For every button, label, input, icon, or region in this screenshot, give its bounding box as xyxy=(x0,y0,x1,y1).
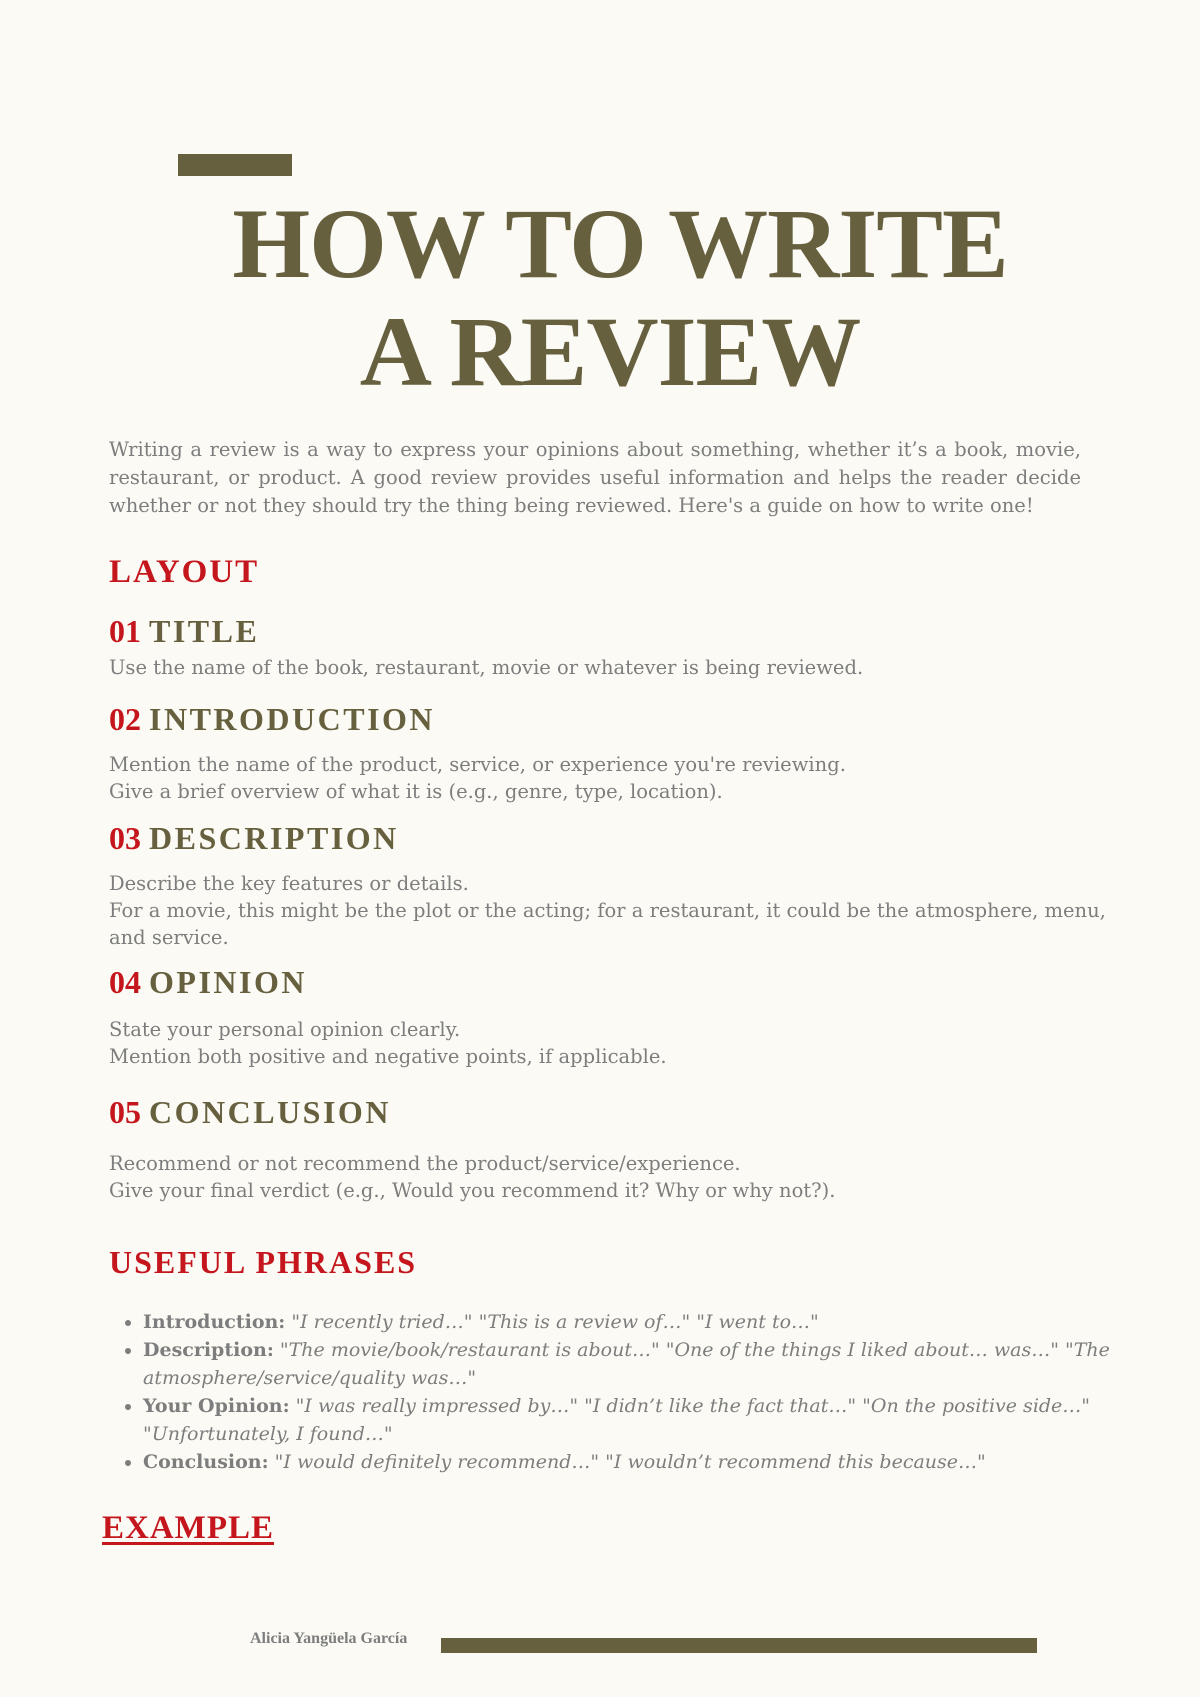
example-link[interactable]: EXAMPLE xyxy=(102,1510,274,1546)
bottom-accent-bar xyxy=(441,1638,1037,1653)
step-title-text xyxy=(109,654,1109,681)
list-item xyxy=(143,1392,1153,1448)
step-line: Mention both positive and negative points, if applicable. xyxy=(109,1045,667,1068)
page-title xyxy=(0,190,1200,406)
step-number: 02 xyxy=(109,701,141,737)
step-line: Give your final verdict (e.g., Would you recommend it? Why or why not?). xyxy=(109,1179,836,1202)
intro-paragraph: Writing a review is a way to express your opinions about something, whether it’s a book, movie, restaurant, or product. A good review provides useful information and helps the reader decide whether or not they should try the thing being reviewed. Here's a guide on how to write one! xyxy=(109,438,1081,517)
step-introduction-heading xyxy=(109,699,435,739)
phrase-examples: "I was really impressed by…" "I didn’t like the fact that…" "On the positive side…" "Unfortunately, I found…" xyxy=(143,1395,1091,1445)
phrase-examples: "The movie/book/restaurant is about…" "One of the things I liked about… was…" "The atmosphere/service/quality was…" xyxy=(143,1339,1110,1389)
list-item xyxy=(143,1448,1153,1476)
step-opinion-heading xyxy=(109,962,307,1002)
step-description-text xyxy=(109,870,1109,951)
step-line: For a movie, this might be the plot or the acting; for a restaurant, it could be the atmosphere, menu, and service. xyxy=(109,899,1106,949)
phrase-label: Your Opinion: xyxy=(143,1395,290,1417)
step-title: OPINION xyxy=(149,964,307,1000)
phrase-examples: "I recently tried…" "This is a review of…" "I went to…" xyxy=(291,1311,819,1333)
step-line: Use the name of the book, restaurant, movie or whatever is being reviewed. xyxy=(109,656,864,679)
step-title: TITLE xyxy=(149,613,260,649)
step-line: State your personal opinion clearly. xyxy=(109,1018,461,1041)
useful-phrases-heading: USEFUL PHRASES xyxy=(109,1244,418,1280)
step-opinion-text xyxy=(109,1016,1109,1070)
step-conclusion-heading xyxy=(109,1092,391,1132)
step-number: 05 xyxy=(109,1094,141,1130)
step-title: DESCRIPTION xyxy=(149,820,399,856)
step-line: Recommend or not recommend the product/service/experience. xyxy=(109,1152,741,1175)
top-accent-bar xyxy=(178,154,292,176)
phrase-label: Introduction: xyxy=(143,1311,286,1333)
step-title-heading xyxy=(109,611,259,651)
step-number: 01 xyxy=(109,613,141,649)
step-conclusion-text xyxy=(109,1150,1109,1204)
step-number: 04 xyxy=(109,964,141,1000)
step-introduction-text xyxy=(109,751,1109,805)
step-title: INTRODUCTION xyxy=(149,701,436,737)
author-name: Alicia Yangüela García xyxy=(250,1630,408,1647)
phrase-label: Description: xyxy=(143,1339,274,1361)
step-description-heading xyxy=(109,818,399,858)
phrase-examples: "I would definitely recommend…" "I wouldn’t recommend this because…" xyxy=(274,1451,986,1473)
step-number: 03 xyxy=(109,820,141,856)
list-item xyxy=(143,1308,1153,1336)
layout-heading: LAYOUT xyxy=(109,554,260,590)
step-line: Describe the key features or details. xyxy=(109,872,469,895)
step-title: CONCLUSION xyxy=(149,1094,391,1130)
useful-phrases-list xyxy=(109,1308,1153,1476)
page-title-line-1: HOW TO WRITE xyxy=(232,188,1008,299)
list-item xyxy=(143,1336,1153,1392)
step-line: Give a brief overview of what it is (e.g., genre, type, location). xyxy=(109,780,723,803)
page-title-line-2: A REVIEW xyxy=(359,296,861,407)
step-line: Mention the name of the product, service, or experience you're reviewing. xyxy=(109,753,846,776)
phrase-label: Conclusion: xyxy=(143,1451,269,1473)
